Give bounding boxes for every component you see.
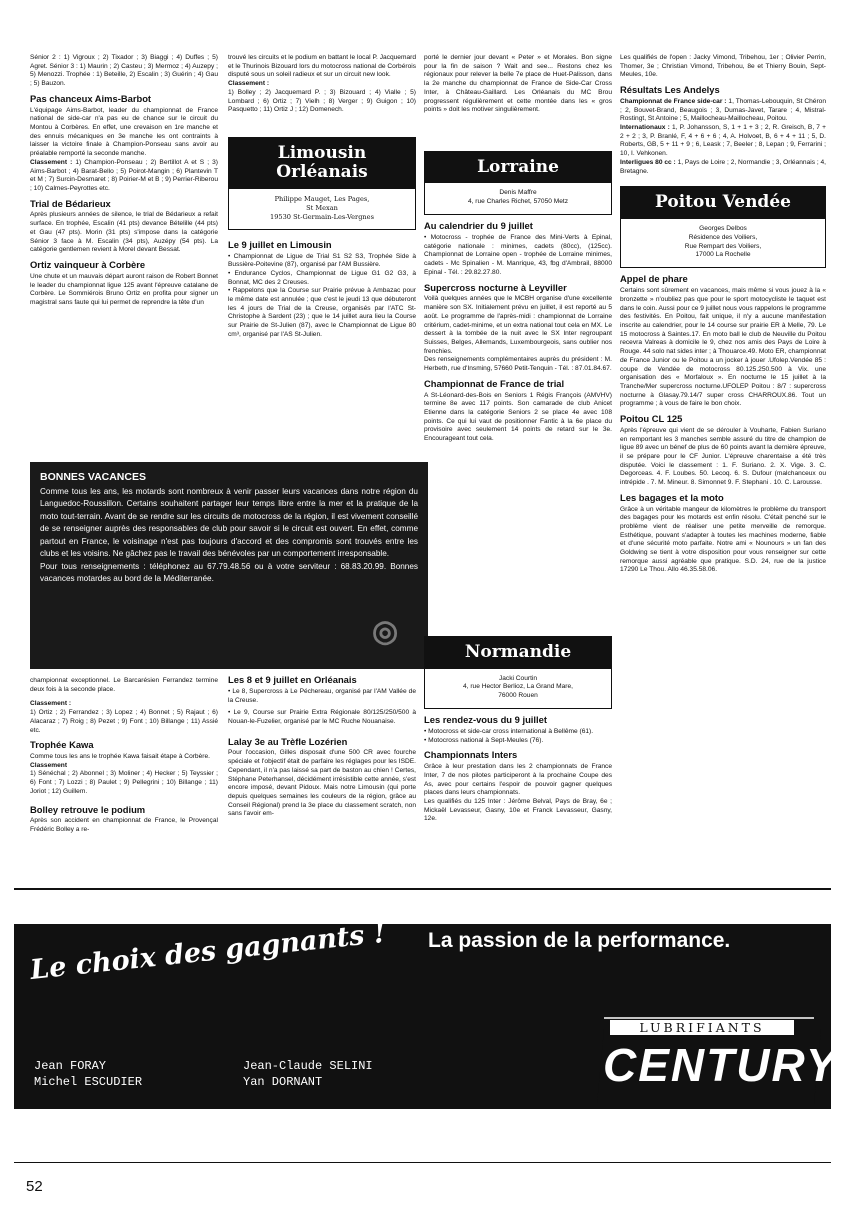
article-text: Certains sont sûrement en vacances, mais même si vous jouez à la « bronzette » n'oubliez pas que pour le sport motocycliste le taquet est dans le coin. Aussi pour ce 9 juillet nous vous rappelons le programme des festivités. En Poitou, fait unique, il n'y a aucune manifestation inscrite au calendrier, pour le 14 course sur prairie ER à Melle, 79. Le 15 motocross à Saintes.17. En moto ball le club de Neuville du Poitou recevra Valreas à domicile le 9, chez nos amis des Pays de Loire à Rouge. 44 solo nat sides inter ; à Thouarce.49. Moto ER, championnat de France Junior ou le Poitou a un jocker à jouer .Ufolep.Vendée 85 : coupe de Vendée de motocross 80.125.250.500 à Vix. une organisation des « Morfaloux ». En nocturne le 15 juillet à la Tranche/Mer supercross nocturne.UFOLEP Poitou : 8/7 : supercross nocturne à Glasay.79.14/7 super cross CHARROUX.86. Tout un programme ; à vous de faire le bon choix.	[620, 287, 826, 408]
region-title-line: Limousin	[277, 142, 367, 163]
article-text: Après plusieurs années de silence, le trial de Bédarieux a refait surface. En trophée, Escalin (41 pts) devance Bételille (44 pts) et Gau (47 pts). Morin (31 pts) s'impose dans la catégorie Sénior 3 face à M. Escalin (34 pts), Auzépy (54 pts). La catégorie gentlemen revient à Morel devant Bessat.	[30, 211, 218, 254]
article-heading: Appel de phare	[620, 273, 688, 285]
classement-label: Classement	[30, 761, 68, 769]
article-text: • Rappelons que la Course sur Prairie prévue à Ambazac pour le même date est annulée ; que c'est le jeudi 13 que débuteront les 4 jours de Trial de la Creuse, organisés par l'ATC St-Christophe à Sardent (23) ; que le 14 juillet aura lieu la Course sur Prairie de St-Julien (87), avec le Championnat de Ligue 80 cm³, organisé par l'AS St-Julien.	[228, 287, 416, 338]
contact-line: St Mexan	[306, 203, 338, 212]
divider	[14, 1162, 831, 1163]
results	[620, 124, 826, 159]
article-text: Comme tous les ans le trophée Kawa faisait étape à Corbère.	[30, 753, 210, 761]
region-box-poitou-vendee	[620, 186, 826, 268]
column-1	[30, 54, 218, 308]
ad-tagline: La passion de la performance.	[428, 929, 731, 952]
results-text: Sénior 2 : 1) Vigroux ; 2) Tixador ; 3) Biaggi ; 4) Duffes ; 5) Agret. Sénior 3 : 1) Maurin ; 2) Casteu ; 3) Mermoz ; 4) Auzepy ; 5) Menozzi. Trophée : 1) Beteille, 2) Escalin ; 3) Guérin ; 4) Gau ; 5) Bauzon.	[30, 54, 218, 88]
article-text: Les qualifiés du 125 Inter : Jérôme Belval, Pays de Bray, 6e ; Mickaël Levasseur, Gasny, 10e et Franck Levasseur, Gasny, 12e.	[424, 798, 612, 823]
article-text: Une chute et un mauvais départ auront raison de Robert Bonnet le leader du championnat ligue 125 avant l'épreuve catalane de Corbère. Le Sommiérois Bruno Ortiz en profita pour signer un magistral sans faute qui lui permet de reprendre la tête d'un	[30, 272, 218, 306]
article-heading: Le 9 juillet en Limousin	[228, 238, 332, 250]
rider-name: Jean-Claude SELINI	[243, 1059, 373, 1073]
region-contact	[229, 189, 415, 229]
contact-line: 19530 St-Germain-Les-Vergnes	[270, 212, 374, 221]
ad-slogan: Le choix des gagnants !	[28, 917, 388, 986]
article-text: • Championnat de Ligue de Trial S1 S2 S3, Trophée Side à Bussière-Poitevine (87), organisé par l'AM Bussière.	[228, 252, 416, 269]
article-text: • Motocross et side-car cross international à Bellême (61).	[424, 728, 594, 736]
classement	[30, 700, 218, 735]
article-text: • Le 9, Course sur Prairie Extra Régionale 80/125/250/500 à Nouan-le-Fuzelier, organisé par le MC Ruche Nouanaise.	[228, 709, 416, 725]
classement	[30, 159, 218, 194]
classement-text: 1) Ortiz ; 2) Ferrandez ; 3) Lopez ; 4) Bonnet ; 5) Rajaut ; 6) Alacaraz ; 7) Roig ; 8) Pezet ; 9) Font ; 10) Billange ; 11) Assié etc.	[30, 709, 218, 734]
classement	[30, 762, 218, 797]
article-heading: Ortiz vainqueur à Corbère	[30, 258, 146, 270]
article-text: championnat exceptionnel. Le Barcarésien Ferrandez termine deux fois à la seconde place.	[30, 677, 218, 693]
box-contact-text: Pour tous renseignements : téléphonez au 67.79.48.56 ou à votre serviteur : 68.83.20.99. Bonnes vacances motardes au bord de la Méditerranée.	[40, 561, 418, 584]
article-text: porté le dernier jour devant « Peter » et Morales. Bon signe pour la fin de saison ? Wait and see... Restons chez les régionaux pour relever la belle 7e place de Huet-Palisson, dans la 2e manche du championnat de France de Side-Car Cross Inter, à Château-Gaillard. Les Orléanais du MC Brou progressent régulièrement et cette montée dans les « gros points » doit les motiver singulièrement.	[424, 54, 612, 114]
contact-line: Philippe Mauget, Les Pages,	[274, 195, 370, 204]
article-heading: Les bagages et la moto	[620, 491, 724, 503]
classement-label: Classement :	[30, 700, 72, 708]
column-4	[620, 54, 826, 575]
classement	[228, 80, 416, 115]
classement-label: Classement :	[228, 80, 270, 88]
contact-line: Georges Delbos	[699, 224, 747, 232]
rider-names-left	[34, 1058, 142, 1090]
article-heading: Résultats Les Andelys	[620, 84, 720, 96]
contact-line: 76000 Rouen	[498, 692, 538, 700]
contact-line: Denis Maffre	[499, 189, 537, 197]
article-text: L'équipage Aims-Barbot, leader du championnat de France national de side-car n'a pas eu de chance sur le circuit du Montou à Corbères. En effet, une crevaison en 1re manche et des ennuis mécaniques en 3e manche les ont contraints à laisser la victoire finale à Champion-Ponseau sans avoir au préalable remporté la seconde manche.	[30, 106, 218, 158]
lower-column-3	[424, 636, 612, 824]
article-heading: Trial de Bédarieux	[30, 197, 111, 209]
classement-text: 1) Bolley ; 2) Jacquemard P. ; 3) Bizouard ; 4) Vialle ; 5) Lombard ; 6) Ortiz ; 7) Vielh ; 8) Verger ; 9) Guigon ; 10) Pasquetto ; 11) Ortiz J ; 12) Domenech.	[228, 88, 416, 114]
article-text: • Motocross - trophée de France des Mini-Verts à Epinal, catégorie nationale : minimes, cadets (80cc), (125cc). Championnat de Lorraine open - trophée de Lorraine minimes, cadets - Mc Spinalien - M. Manrique, 43, fbg d'Ambrail, 88000 Epinal - Tél. : 29.82.27.80.	[424, 234, 612, 276]
box-body	[30, 486, 428, 586]
article-heading: Les rendez-vous du 9 juillet	[424, 714, 547, 726]
results-text: 1, Pays de Loire ; 2, Normandie ; 3, Orléannais ; 4, Bretagne.	[620, 158, 827, 175]
article-text: trouvé les circuits et le podium en battant le local P. Jacquemard et le Thurinois Bizouard lors du motocross national de Corbérois disputé sous un soleil radieux et sur un circuit new look.	[228, 54, 416, 79]
region-contact	[621, 219, 825, 268]
results	[620, 98, 826, 124]
region-title: Lorraine	[425, 152, 611, 184]
column-3	[424, 54, 612, 444]
article-heading: Poitou CL 125	[620, 413, 683, 425]
contact-line: 17000 La Rochelle	[695, 251, 751, 259]
article-text: Après l'épreuve qui vient de se dérouler à Vouharte, Fabien Suriano en remportant les 3 manches semble assuré du titre de champion de ligue 89 avec un bénef de plus de 60 points avant la dernière épreuve, il se prépare pour le CF Junior. L'épreuve charentaise a été très disputée. Voici le classement : 1. F. Suriano. 2. X. Vige. 3. C. Degorceas. 4. F. Loubes. 50. Lecoq. 6. S. Dufour (malchanceux ou intrépide . 7. M. Mineur. 8. Simonnet 9. F. Stephani . 10. C. Larousse.	[620, 426, 826, 487]
region-box-limousin	[228, 137, 416, 230]
contact-line: 4, rue Hector Berlioz, La Grand Mare,	[463, 683, 573, 691]
article-heading: Au calendrier du 9 juillet	[424, 220, 533, 232]
contact-line: Rue Rempart des Voiliers,	[684, 242, 762, 250]
contact-line: Résidence des Voiliers,	[688, 233, 758, 241]
region-box-normandie	[424, 636, 612, 709]
rider-name: Yan DORNANT	[243, 1075, 323, 1090]
article-heading: Bolley retrouve le podium	[30, 803, 146, 815]
article-heading: Trophée Kawa	[30, 739, 94, 751]
box-body-text: Comme tous les ans, les motards sont nombreux à venir passer leurs vacances dans notre région du Languedoc-Roussillon. Certains souhaitent partager leur temps libre entre la mer et la pratique de la moto tout-terrain. Avant de se rendre sur les circuits de motocross de la région, il est vivement conseillé de se renseigner auprès des responsables de club pour savoir si le circuit est ouvert. En effet, comme partout en France, le voisinage n'est pas toujours d'accord et des compromis sont trouvés entre les clubs et les voisins. Ne gâchez pas le travail des bénévoles par un comportement irresponsable.	[40, 487, 418, 559]
article-text: Pour l'occasion, Gilles disposait d'une 500 CR avec fourche spéciale et l'objectif était de parfaire les réglages pour les ISDE. Cependant, il n'a pas laissé sa part de baston au chien ! Certes, Stéphane Peterhansel, décidément irrésistible cette année, s'est encore imposé, devant Pidoux. Mais notre Limousin (qui porte depuis quelques semaines les couleurs de la région, grâce au Conseil Régional) prend la 3e place du classement scratch, non sans l'avoir em-	[228, 749, 416, 818]
rider-name: Michel ESCUDIER	[34, 1075, 143, 1090]
watermark-logo: ◎	[372, 615, 397, 648]
article-heading: Championnats Inters	[424, 749, 518, 761]
article-text: Grâce à leur prestation dans les 2 championnats de France Inter, 7 de nos pilotes participeront à la prochaine Coupe des As, avec pour certains l'espoir de pouvoir gagner quelques places dans leurs championnats.	[424, 763, 612, 797]
results-label: Championnat de France side-car :	[620, 97, 727, 105]
article-heading: Supercross nocturne à Leyviller	[424, 281, 567, 293]
brand-subtitle: LUBRIFIANTS	[610, 1020, 794, 1035]
article-text: • Motocross national à Sept-Meules (76).	[424, 736, 544, 744]
region-title	[229, 138, 415, 189]
classement-text: 1) Sénéchal ; 2) Abonnel ; 3) Moliner ; 4) Hecker ; 5) Teyssier ; 6) Font ; 7) Lozzi ; 8) Paulet ; 9) Pellegrini ; 10) Billange ; 11) Joriot ; 12) Guillem.	[30, 770, 218, 795]
bonnes-vacances-box	[30, 462, 428, 669]
brand-logo: CENTURY	[603, 1039, 839, 1091]
region-box-lorraine	[424, 151, 612, 215]
article-text: Les qualifiés de l'open : Jacky Vimond, Tribehou, 1er ; Olivier Perrin, Thomer, 3e ; Christian Vimond, Tribehou, 8e et Thierry Bouin, Sept-Meules, 10e.	[620, 54, 826, 79]
article-heading: Lalay 3e au Trèfle Lozérien	[228, 735, 348, 747]
region-contact	[425, 669, 611, 709]
results-label: Internationaux :	[620, 124, 670, 132]
lower-column-2	[228, 675, 416, 819]
article-heading: Championnat de France de trial	[424, 377, 565, 389]
results-text: 1, Thomas-Lebouquin, St Chéron ; 2, Bouvet-Brand, Beaugois ; 3, Dumas-Javet, Tarare ; 4, Mistral-Rostingt, St Antoine ; 5, Maillocheau-Maillocheau, Poitou.	[620, 97, 826, 123]
article-text: Après son accident en championnat de France, le Provençal Frédéric Bolley a re-	[30, 817, 218, 834]
rider-name: Jean FORAY	[34, 1059, 107, 1073]
results	[620, 159, 826, 176]
contact-line: 4, rue Charles Richet, 57050 Metz	[467, 198, 569, 206]
region-contact	[425, 183, 611, 214]
box-title: BONNES VACANCES	[40, 471, 146, 483]
lower-column-1	[30, 677, 218, 835]
contact-line: Jacki Courtin	[498, 674, 538, 682]
region-title: Normandie	[425, 637, 611, 669]
article-text: A St-Léonard-des-Bois en Seniors 1 Régis François (AMVHV) termine 8e avec 117 points. Son camarade de club Anicet Etienne dans la catégorie Seniors 2 se place 4e avec 108 points. Ce qui lui vaut de positionner Fantic à la 6e place du provisoire avec seulement 14 points de retard sur le 3e. Encourageant tout cela.	[424, 391, 612, 443]
column-2	[228, 54, 416, 340]
region-title: Poitou Vendée	[621, 187, 825, 219]
article-text: Grâce à un véritable mangeur de kilomètres le problème du transport des bagages pour les motards est enfin résolu. C'était penché sur le problème vient de réaliser une petite merveille de remorque. Esthétique, pouvant s'adapter à toutes les machines moderne, fiable et d'une sécurité moto parfaite. Notre ami « Nounours » un fan des Goldwing se tient à votre disposition pour vous renseigner sur cette remorque aussi agréable que pratique. S.D. 24, rue de la justice 17290 Le Thou. Allo 46.35.58.06.	[620, 505, 826, 574]
article-text: Voilà quelques années que le MCBH organise d'une excellente manière son SX. Initialement prévu en juillet, il est reporté au 5 août. Le programme de l'après-midi : championnat de Lorraine critérium, cadet-minime, et un extra national tout cela en MX. Le dessert à la tombée de la nuit avec le SX Inter regroupant Suisses, Belges, Allemands, Luxembourgeois, sans oublier nos frenchies.	[424, 295, 612, 355]
results-text: 1, P. Johansson, S, 1 + 1 + 3 ; 2, R. Greisch, B, 7 + 2 + 2 ; 3, P. Branlé, F, 4 + 6 + 6 ; 4, A. Holvoet, B, 6 + 4 + 11 ; 5, D. Roberts, GB, 5 + 11 + 9 ; 6, Leask ; 7, Beeler ; 8, Lepan ; 9, Ferrarini ; 10, I. Vehkonen.	[620, 124, 826, 158]
divider	[14, 888, 831, 890]
article-text: Des renseignements complémentaires auprès du président : M. Herbeth, rue d'Insming, 57660 Petit-Tenquin - Tél. : 87.01.84.67.	[424, 356, 612, 373]
rider-names-right	[243, 1058, 373, 1090]
results-label: Interligues 80 cc :	[620, 158, 676, 166]
article-text: • Endurance Cyclos, Championnat de Ligue G1 G2 G3, à Bonnat, MC des 2 Creuses.	[228, 269, 416, 286]
classement-label: Classement :	[30, 158, 73, 166]
page-number: 52	[26, 1178, 43, 1195]
region-title-line: Orléanais	[276, 162, 368, 183]
article-heading: Pas chanceux Aims-Barbot	[30, 92, 152, 104]
article-text: • Le 8, Supercross à Le Péchereau, organisé par l'AM Vallée de la Creuse.	[228, 687, 416, 704]
article-heading: Les 8 et 9 juillet en Orléanais	[228, 674, 357, 685]
classement-text: 1) Champion-Ponseau ; 2) Bertillot A et S ; 3) Aims-Barbot ; 4) Barat-Bello ; 5) Poirot-Mangin ; 6) Plantevin T et M ; 7) Surcin-Desmaret ; 8) Poirier-M et B ; 9) Perrier-Riberou ; 10) Calmes-Peyrottes etc.	[30, 158, 218, 192]
